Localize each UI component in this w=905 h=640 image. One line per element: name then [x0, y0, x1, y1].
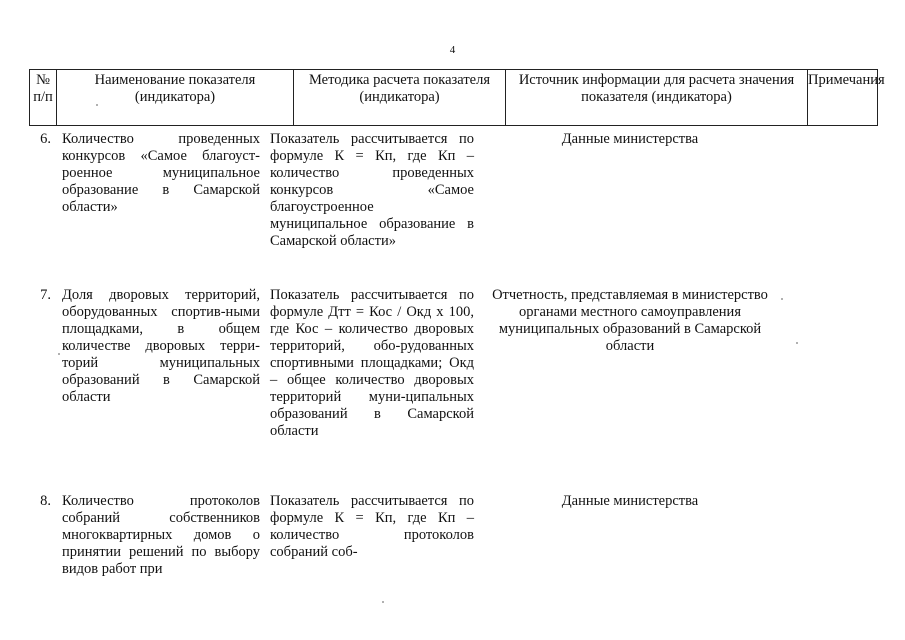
header-col-notes: Примечания [808, 72, 885, 88]
indicator-name: Количество протоколов собраний собственников многоквартирных домов о принятии решений по выбору видов работ при [62, 493, 260, 577]
calculation-method: Показатель рассчитывается по формуле Дтт = Кос / Окд х 100, где Кос – количество дворовых территорий, обо-рудованных спортивными площадками; Окд – общее количество дворовых территорий муни-ципальных образований в Самарской области [270, 287, 474, 439]
scan-speck [382, 601, 384, 603]
page-number: 4 [449, 44, 456, 56]
calculation-method: Показатель рассчитывается по формуле К = Кп, где Кп – количество протоколов собраний соб- [270, 493, 474, 560]
header-col-method: Методика расчета показателя (индикатора) [294, 70, 506, 125]
scan-speck [796, 342, 798, 344]
information-source: Отчетность, представляемая в министерство органами местного самоуправления муниципальных образований в Самарской области [492, 287, 768, 354]
scan-speck [781, 298, 783, 300]
row-number: 6. [40, 131, 51, 147]
indicator-name: Количество проведенных конкурсов «Самое благоуст-роенное муниципальное образование в Самарской области» [62, 131, 260, 215]
row-number: 8. [40, 493, 51, 509]
table-header [29, 69, 885, 126]
indicator-name: Доля дворовых территорий, оборудованных спортив-ными площадками, в общем количестве дворовых терри-торий муниципальных образований в Самарской области [62, 287, 260, 405]
information-source: Данные министерства [561, 493, 699, 509]
scan-speck [58, 353, 60, 355]
header-col-number: № п/п [30, 70, 57, 125]
header-col-source: Источник информации для расчета значения показателя (индикатора) [506, 70, 808, 125]
information-source: Данные министерства [561, 131, 699, 147]
scan-speck [96, 104, 98, 106]
calculation-method: Показатель рассчитывается по формуле К = Кп, где Кп – количество проведенных конкурсов «Самое благоустроенное муниципальное образование в Самарской области» [270, 131, 474, 249]
header-col-name: Наименование показателя (индикатора) [57, 70, 294, 125]
row-number: 7. [40, 287, 51, 303]
